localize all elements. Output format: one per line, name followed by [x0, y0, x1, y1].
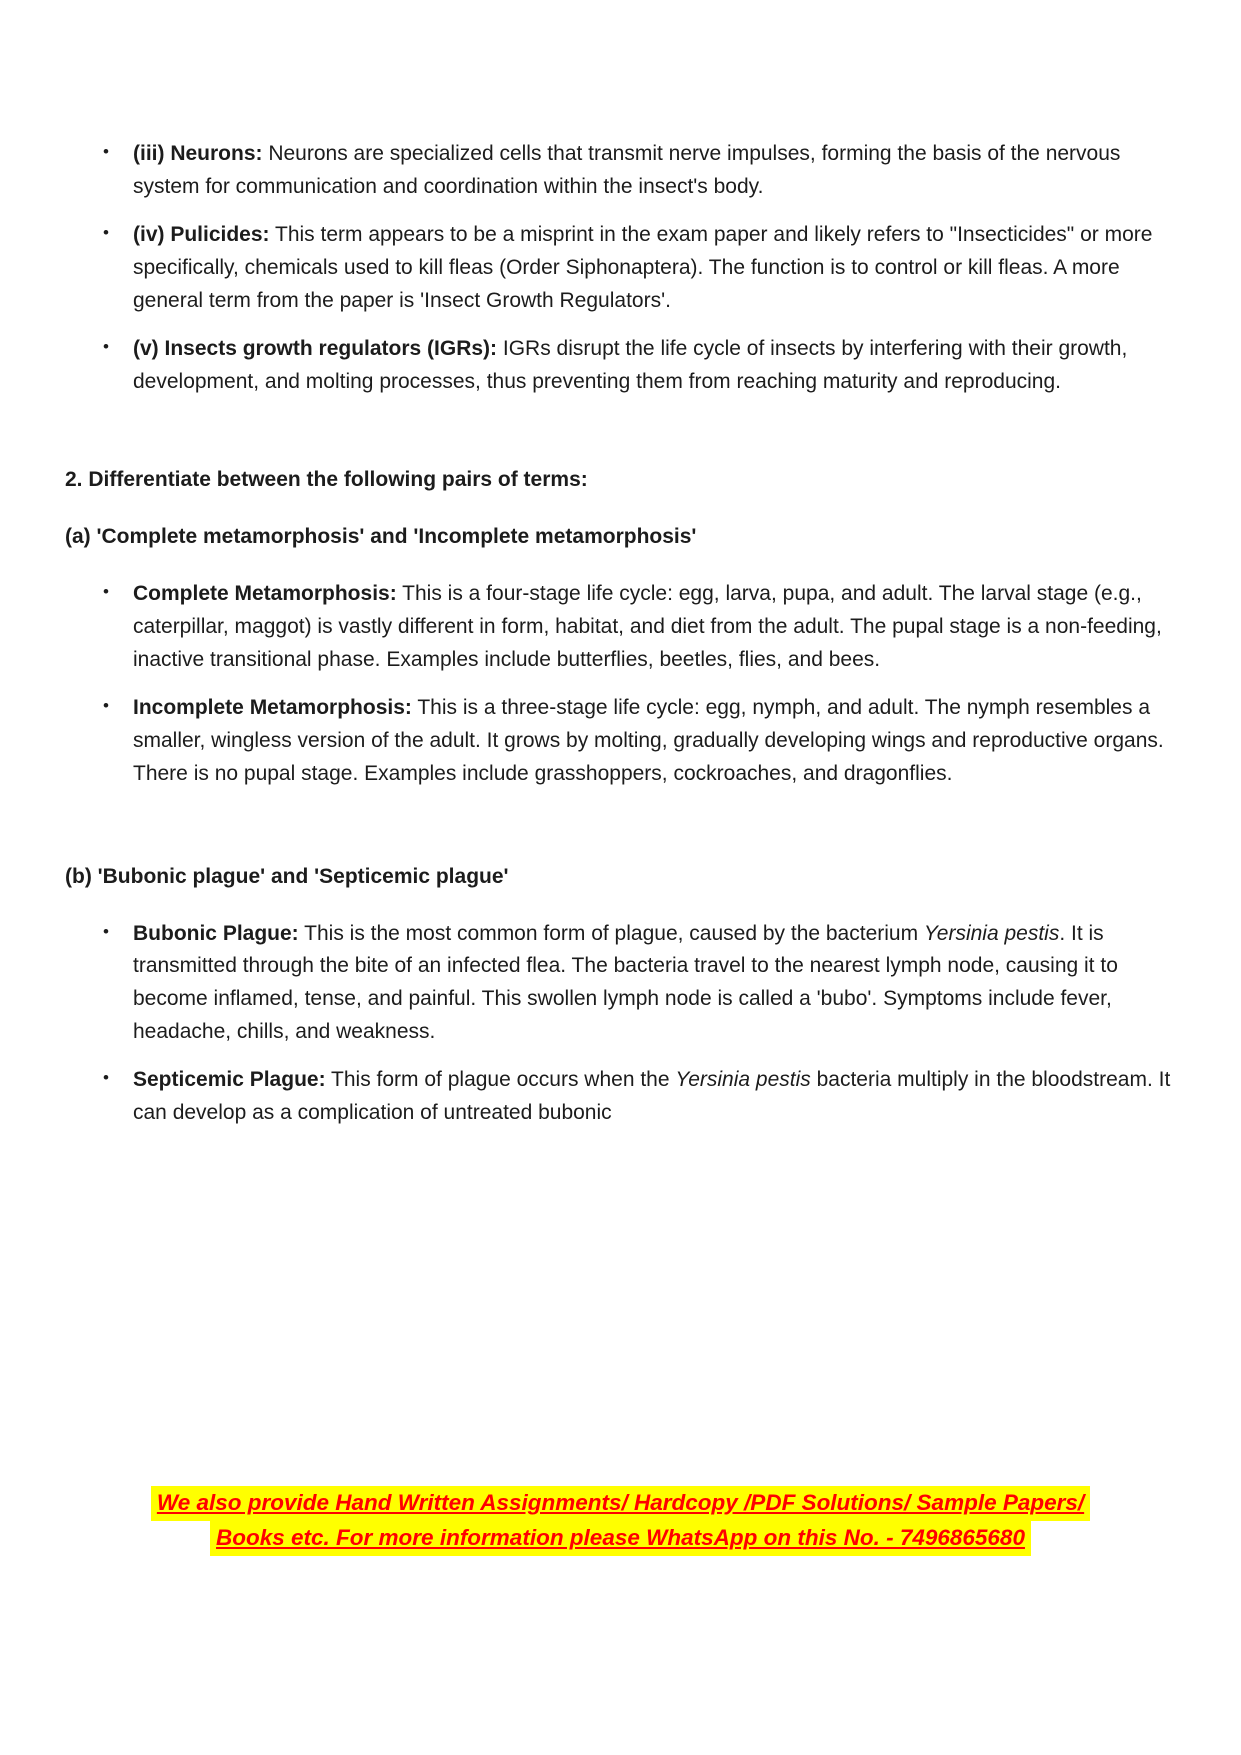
question-2-heading: 2. Differentiate between the following pairs of terms:: [65, 467, 588, 491]
bullet-icon: •: [103, 921, 109, 941]
pair-b-heading: (b) 'Bubonic plague' and 'Septicemic plague': [65, 864, 509, 888]
list-item-septicemic-plague: [65, 1064, 1171, 1130]
list-item-igrs: [65, 333, 1171, 399]
pair-b-list: [65, 918, 1171, 1131]
term-description: . It is transmitted through the bite of an infected flea. The bacteria travel to the nearest lymph node, causing it to become inflamed, tense, and painful. This swollen lymph node is called a 'bubo'. Symptoms include fever, headache, chills, and weakness.: [133, 921, 1118, 1044]
term-description: This term appears to be a misprint in the exam paper and likely refers to "Insecticides" or more specifically, chemicals used to kill fleas (Order Siphonaptera). The function is to control or kill fleas. A more general term from the paper is 'Insect Growth Regulators'.: [133, 222, 1153, 312]
list-item-neurons: [65, 138, 1171, 204]
term-label: (v) Insects growth regulators (IGRs):: [133, 336, 498, 360]
list-item-bubonic-plague: [65, 918, 1171, 1050]
species-name: Yersinia pestis: [923, 921, 1060, 945]
bullet-icon: •: [103, 222, 109, 242]
term-label: Septicemic Plague:: [133, 1068, 326, 1092]
section-spacer: [65, 806, 1171, 861]
term-description: bacteria multiply in the bloodstream. It can develop as a complication of untreated bubonic: [133, 1068, 1171, 1125]
bullet-icon: •: [103, 581, 109, 601]
term-description: This is a four-stage life cycle: egg, larva, pupa, and adult. The larval stage (e.g., caterpillar, maggot) is vastly different in form, habitat, and diet from the adult. The pupal stage is a non-feeding, inactive transitional phase. Examples include butterflies, beetles, flies, and bees.: [133, 581, 1162, 671]
list-item-complete-metamorphosis: [65, 578, 1171, 677]
term-label: Bubonic Plague:: [133, 921, 299, 945]
term-description: This is the most common form of plague, caused by the bacterium: [298, 921, 924, 945]
promo-banner: [0, 1486, 1241, 1556]
pair-a-heading: (a) 'Complete metamorphosis' and 'Incomplete metamorphosis': [65, 524, 697, 548]
bullet-icon: •: [103, 695, 109, 715]
promo-line-2: Books etc. For more information please WhatsApp on this No. - 7496865680: [210, 1521, 1031, 1556]
terms-list: [65, 138, 1171, 399]
term-description: IGRs disrupt the life cycle of insects by interfering with their growth, development, and molting processes, thus preventing them from reaching maturity and reproducing.: [133, 336, 1128, 393]
term-description: This is a three-stage life cycle: egg, nymph, and adult. The nymph resembles a smaller, wingless version of the adult. It grows by molting, gradually developing wings and reproductive organs. There is no pupal stage. Examples include grasshoppers, cockroaches, and dragonflies.: [133, 695, 1164, 785]
bullet-icon: •: [103, 142, 109, 161]
term-label: Complete Metamorphosis:: [133, 581, 397, 605]
species-name: Yersinia pestis: [675, 1068, 811, 1092]
term-label: Incomplete Metamorphosis:: [133, 695, 412, 719]
list-item-incomplete-metamorphosis: [65, 692, 1171, 791]
term-description: Neurons are specialized cells that transmit nerve impulses, forming the basis of the nervous system for communication and coordination within the insect's body.: [133, 142, 1121, 198]
list-item-pulicides: [65, 219, 1171, 318]
bullet-icon: •: [103, 1068, 109, 1088]
bullet-icon: •: [103, 336, 109, 356]
promo-line-1: We also provide Hand Written Assignments/ Hardcopy /PDF Solutions/ Sample Papers/: [151, 1486, 1090, 1521]
term-label: (iii) Neurons:: [133, 142, 263, 165]
pair-a-list: [65, 578, 1171, 791]
term-description: This form of plague occurs when the: [325, 1068, 676, 1092]
term-label: (iv) Pulicides:: [133, 222, 270, 246]
